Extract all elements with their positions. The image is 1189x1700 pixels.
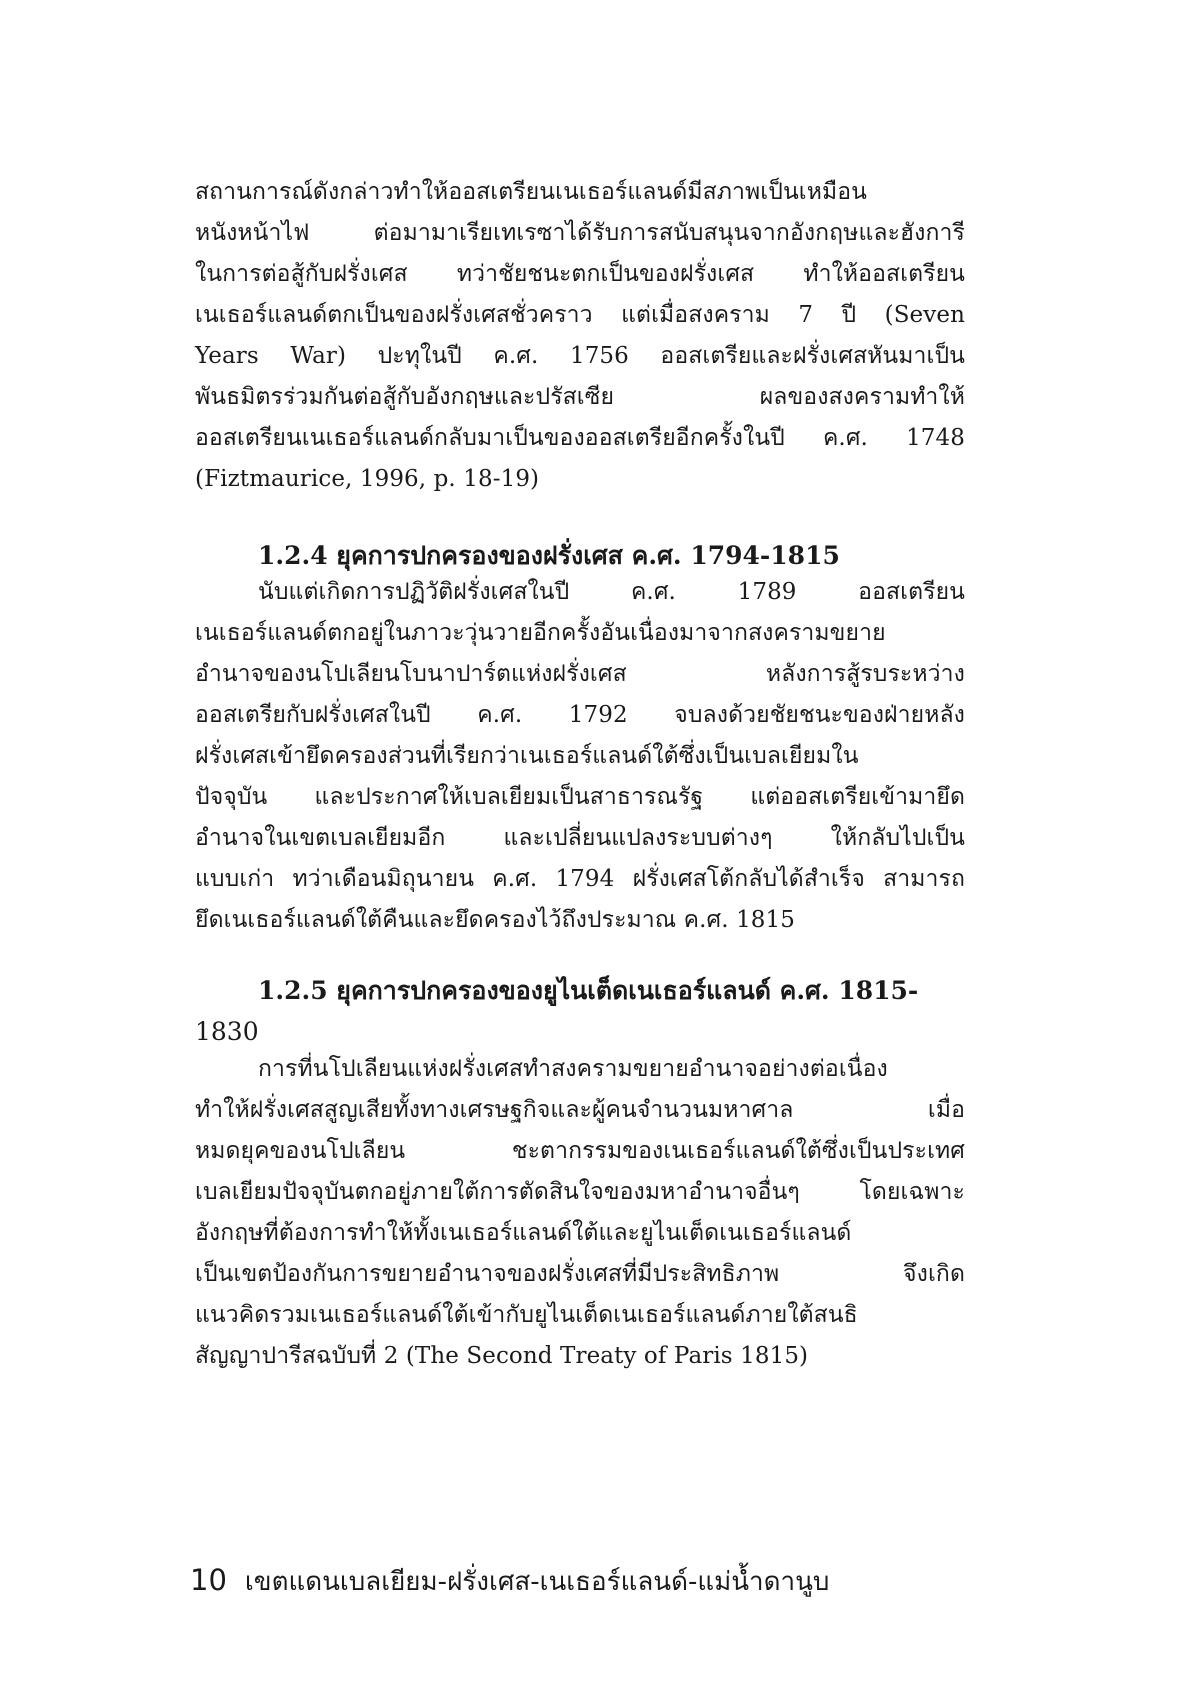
paragraph-line: หนังหน้าไฟ ต่อมามาเรียเทเรซาได้รับการสนับสนุนจากอังกฤษและฮังการี bbox=[195, 220, 965, 246]
paragraph-line: ปัจจุบัน และประกาศให้เบลเยียมเป็นสาธารณรัฐ แต่ออสเตรียเข้ามายึด bbox=[195, 784, 965, 810]
paragraph-line: Years War) ปะทุในปี ค.ศ. 1756 ออสเตรียและฝรั่งเศสหันมาเป็น bbox=[195, 343, 965, 369]
paragraph-line: ยึดเนเธอร์แลนด์ใต้คืนและยึดครองไว้ถึงประมาณ ค.ศ. 1815 bbox=[195, 907, 796, 933]
paragraph-line: ฝรั่งเศสเข้ายึดครองส่วนที่เรียกว่าเนเธอร์แลนด์ใต้ซึ่งเป็นเบลเยียมใน bbox=[195, 743, 859, 769]
citation-line: (Fiztmaurice, 1996, p. 18-19) bbox=[195, 466, 540, 492]
paragraph-line: นับแต่เกิดการปฏิวัติฝรั่งเศสในปี ค.ศ. 1789 ออสเตรียน bbox=[258, 579, 965, 605]
paragraph-line: ออสเตรียกับฝรั่งเศสในปี ค.ศ. 1792 จบลงด้วยชัยชนะของฝ่ายหลัง bbox=[195, 702, 965, 728]
section-heading-1-2-5-continued: 1830 bbox=[195, 1017, 259, 1046]
paragraph-line: อังกฤษที่ต้องการทำให้ทั้งเนเธอร์แลนด์ใต้และยูไนเต็ดเนเธอร์แลนด์ bbox=[195, 1220, 852, 1246]
paragraph-1 bbox=[195, 172, 965, 500]
running-title: เขตแดนเบลเยียม-ฝรั่งเศส-เนเธอร์แลนด์-แม่น้ำดานูบ bbox=[244, 1567, 830, 1597]
page-footer bbox=[190, 1560, 829, 1602]
page-number: 10 bbox=[190, 1563, 227, 1597]
paragraph-line: แบบเก่า ทว่าเดือนมิถุนายน ค.ศ. 1794 ฝรั่งเศสโต้กลับได้สำเร็จ สามารถ bbox=[195, 866, 965, 892]
paragraph-line: ทำให้ฝรั่งเศสสูญเสียทั้งทางเศรษฐกิจและผู้คนจำนวนมหาศาล เมื่อ bbox=[195, 1097, 965, 1123]
paragraph-line: เป็นเขตป้องกันการขยายอำนาจของฝรั่งเศสที่มีประสิทธิภาพ จึงเกิด bbox=[195, 1261, 965, 1287]
paragraph-line: อำนาจในเขตเบลเยียมอีก และเปลี่ยนแปลงระบบต่างๆ ให้กลับไปเป็น bbox=[195, 825, 965, 851]
paragraph-line: สถานการณ์ดังกล่าวทำให้ออสเตรียนเนเธอร์แลนด์มีสภาพเป็นเหมือน bbox=[195, 179, 868, 205]
paragraph-line: แนวคิดรวมเนเธอร์แลนด์ใต้เข้ากับยูไนเต็ดเนเธอร์แลนด์ภายใต้สนธิ bbox=[195, 1302, 858, 1328]
section-1-2-5-body bbox=[195, 1049, 965, 1377]
paragraph-line: อำนาจของนโปเลียนโบนาปาร์ตแห่งฝรั่งเศส หลังการสู้รบระหว่าง bbox=[195, 661, 965, 687]
section-heading-1-2-5: 1.2.5 ยุคการปกครองของยูไนเต็ดเนเธอร์แลนด์ ค.ศ. 1815- bbox=[258, 976, 919, 1005]
paragraph-line: การที่นโปเลียนแห่งฝรั่งเศสทำสงครามขยายอำนาจอย่างต่อเนื่อง bbox=[258, 1056, 888, 1082]
paragraph-line: เบลเยียมปัจจุบันตกอยู่ภายใต้การตัดสินใจของมหาอำนาจอื่นๆ โดยเฉพาะ bbox=[195, 1179, 965, 1205]
paragraph-line: เนเธอร์แลนด์ตกเป็นของฝรั่งเศสชั่วคราว แต่เมื่อสงคราม 7 ปี (Seven bbox=[195, 302, 965, 328]
paragraph-line: ออสเตรียนเนเธอร์แลนด์กลับมาเป็นของออสเตรียอีกครั้งในปี ค.ศ. 1748 bbox=[195, 425, 965, 451]
section-1-2-4-body bbox=[195, 572, 965, 941]
paragraph-line: เนเธอร์แลนด์ตกอยู่ในภาวะวุ่นวายอีกครั้งอันเนื่องมาจากสงครามขยาย bbox=[195, 620, 886, 646]
paragraph-line: ในการต่อสู้กับฝรั่งเศส ทว่าชัยชนะตกเป็นของฝรั่งเศส ทำให้ออสเตรียน bbox=[195, 261, 965, 287]
section-heading-1-2-4: 1.2.4 ยุคการปกครองของฝรั่งเศส ค.ศ. 1794-1815 bbox=[258, 541, 840, 570]
paragraph-line: พันธมิตรร่วมกันต่อสู้กับอังกฤษและปรัสเซีย ผลของสงครามทำให้ bbox=[195, 384, 965, 410]
paragraph-line: หมดยุคของนโปเลียน ชะตากรรมของเนเธอร์แลนด์ใต้ซึ่งเป็นประเทศ bbox=[195, 1138, 965, 1164]
paragraph-line: สัญญาปารีสฉบับที่ 2 (The Second Treaty of Paris 1815) bbox=[195, 1343, 809, 1369]
